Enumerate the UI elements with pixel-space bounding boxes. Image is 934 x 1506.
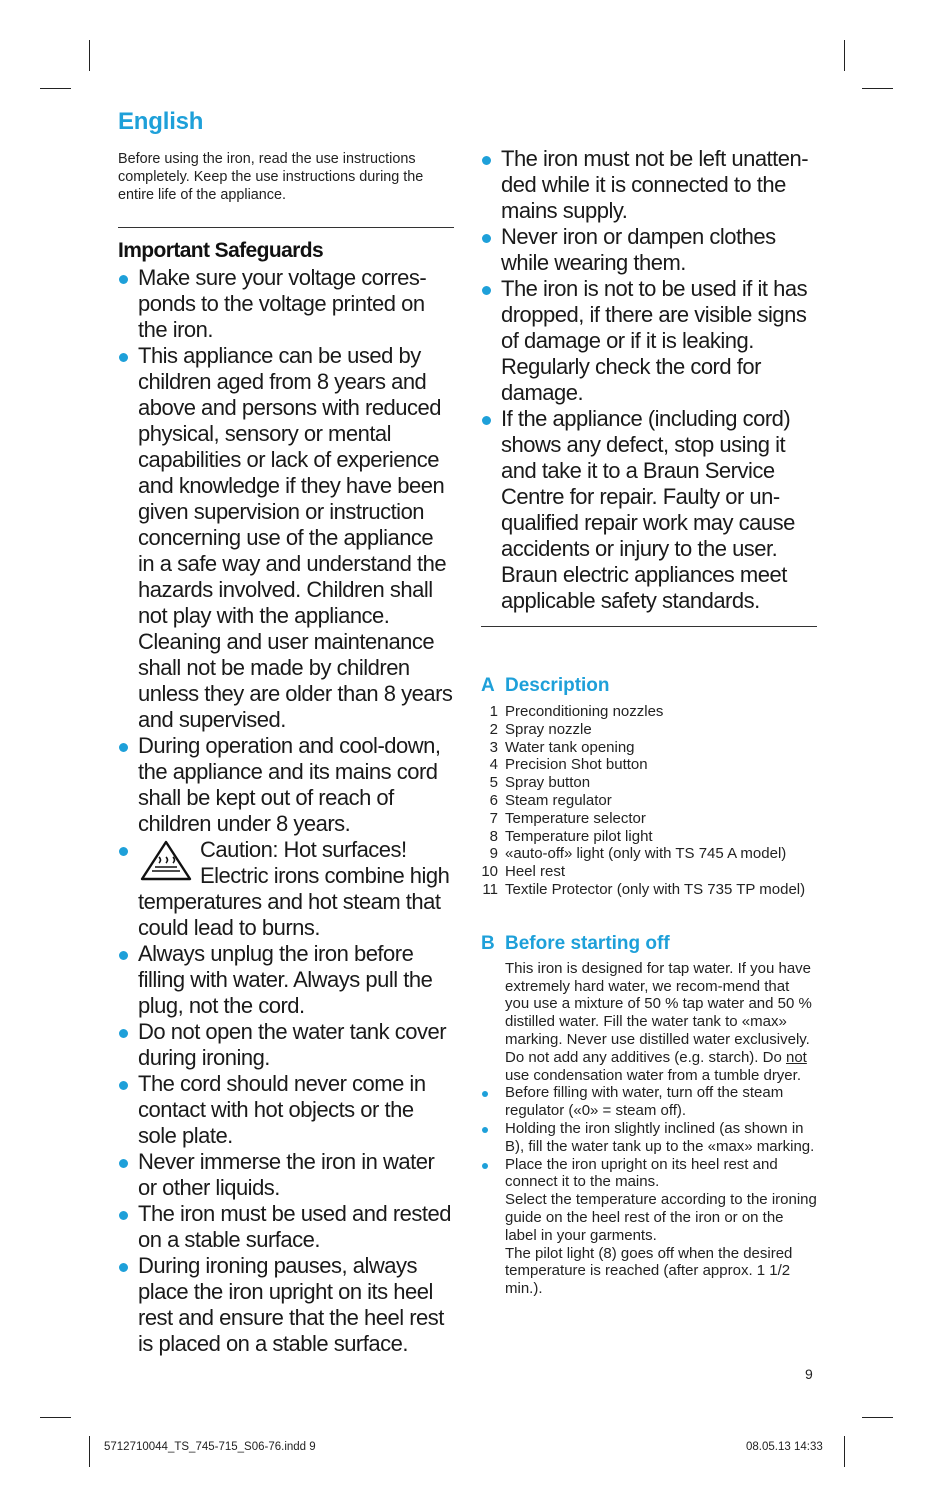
before-paragraph [481, 960, 817, 1085]
list-item [481, 774, 817, 792]
list-item-text: The iron must be used and rested on a stable surface. [138, 1201, 451, 1252]
list-item [118, 1019, 454, 1071]
list-item-text: The pilot light (8) goes off when the desired temperature is reached (after approx. 1 1/2 min.). [505, 1244, 793, 1298]
item-text: «auto-off» light (only with TS 745 A model) [505, 845, 787, 863]
list-item-text: The iron is not to be used if it has dropped, if there are visible signs of damage or if it is leaking. Regularly check the cord for damage. [501, 276, 808, 405]
bullet-icon [119, 847, 128, 856]
item-number: 7 [489, 809, 498, 827]
bullet-icon [482, 1163, 488, 1169]
list-item [118, 1253, 454, 1357]
list-item [481, 406, 817, 614]
item-text: Precision Shot button [505, 756, 648, 774]
item-text: Spray button [505, 774, 591, 792]
item-number: 6 [489, 791, 498, 809]
list-item [118, 941, 454, 1019]
list-item-text: If the appliance (including cord) shows any defect, stop using it and take it to a Braun Service Centre for repair. Faulty or un-qualified repair work may cause accidents or injury to the user. Braun electric appliances meet applicable safety standards. [501, 406, 795, 613]
item-text: Temperature pilot light [505, 827, 653, 845]
divider [481, 626, 817, 627]
list-item [481, 845, 817, 863]
list-item-text: During ironing pauses, always place the iron upright on its heel rest and ensure that the heel rest is placed on a stable surface. [138, 1253, 444, 1356]
list-item [481, 703, 817, 721]
item-number: 8 [489, 827, 498, 845]
paragraph-text: This iron is designed for tap water. If you have extremely hard water, we recom-mend that you use a mixture of 50 % tap water and 50 % distilled water. Fill the water tank to «max» marking. Never use distilled water exclusively. Do not add any additives (e.g. starch). Do [505, 959, 812, 1066]
footer-file: 5712710044_TS_745-715_S06-76.indd 9 [104, 1441, 316, 1453]
list-item [481, 810, 817, 828]
safeguards-list-continued [481, 146, 817, 614]
item-number: 3 [489, 738, 498, 756]
item-number: 11 [482, 880, 498, 898]
item-text: Water tank opening [505, 738, 635, 756]
item-number: 2 [489, 720, 498, 738]
crop-mark [40, 88, 71, 89]
list-item [481, 828, 817, 846]
item-text: Preconditioning nozzles [505, 703, 664, 720]
list-item-text: Never iron or dampen clothes while wearing them. [501, 224, 776, 275]
crop-mark [844, 1436, 845, 1467]
description-list [481, 703, 817, 899]
list-item [118, 1149, 454, 1201]
left-column [118, 108, 454, 1357]
item-text: Spray nozzle [505, 720, 592, 738]
item-number: 10 [481, 863, 498, 881]
footer-date: 08.05.13 14:33 [746, 1441, 823, 1453]
list-item [481, 881, 817, 899]
item-text: Heel rest [505, 863, 566, 881]
item-number: 4 [489, 756, 498, 774]
list-item [481, 146, 817, 224]
bullet-icon [482, 156, 491, 165]
section-letter: B [481, 932, 495, 954]
safeguards-list [118, 265, 454, 1357]
list-item [118, 265, 454, 343]
crop-mark [844, 40, 845, 71]
list-item [481, 224, 817, 276]
crop-mark [862, 1417, 893, 1418]
list-item [118, 343, 454, 733]
list-item-text: Caution: Hot surfaces! Electric irons combine high temperatures and hot steam that could lead to burns. [138, 837, 450, 940]
list-item-text: Make sure your voltage corres-ponds to the voltage printed on the iron. [138, 265, 427, 342]
section-title: Before starting off [505, 932, 670, 954]
safeguards-title: Important Safeguards [118, 239, 324, 262]
item-number: 1 [489, 703, 498, 720]
list-item [481, 1084, 817, 1120]
list-item-text: Select the temperature according to the ironing guide on the heel rest of the iron or on the label in your garments. [505, 1191, 817, 1244]
list-item [118, 837, 454, 941]
list-item-text: Do not open the water tank cover during ironing. [138, 1019, 447, 1070]
list-item [481, 721, 817, 739]
page-title: English [118, 108, 204, 135]
item-text: Textile Protector (only with TS 735 TP model) [505, 880, 806, 898]
bullet-icon [482, 234, 491, 243]
bullet-icon [482, 416, 491, 425]
hot-surface-warning-icon [138, 839, 194, 881]
list-item-text: The iron must not be left unatten-ded while it is connected to the mains supply. [501, 146, 809, 223]
crop-mark [40, 1417, 71, 1418]
bullet-icon [119, 1159, 128, 1168]
item-text: Steam regulator [505, 791, 612, 809]
list-item [481, 276, 817, 406]
list-item-text: The cord should never come in contact with hot objects or the sole plate. [138, 1071, 426, 1148]
before-starting-heading [481, 933, 817, 955]
list-item [481, 863, 817, 881]
list-item [481, 1156, 817, 1298]
section-letter: A [481, 675, 495, 696]
bullet-icon [482, 1127, 488, 1133]
bullet-icon [482, 1091, 488, 1097]
list-item [481, 1120, 817, 1156]
bullet-icon [119, 1263, 128, 1272]
bullet-icon [119, 951, 128, 960]
bullet-icon [482, 286, 491, 295]
section-title: Description [505, 675, 610, 696]
bullet-icon [119, 1081, 128, 1090]
paragraph-text: use condensation water from a tumble dryer. [505, 1066, 801, 1084]
list-item [118, 733, 454, 837]
crop-mark [862, 88, 893, 89]
right-column [481, 146, 817, 1298]
item-text: Temperature selector [505, 809, 646, 827]
bullet-icon [119, 1029, 128, 1038]
list-item-text: Holding the iron slightly inclined (as shown in B), fill the water tank up to the «max» marking. [505, 1119, 815, 1155]
bullet-icon [119, 743, 128, 752]
crop-mark [89, 1436, 90, 1467]
description-heading [481, 675, 817, 697]
list-item-text: Always unplug the iron before filling with water. Always pull the plug, not the cord. [138, 941, 433, 1018]
list-item [481, 792, 817, 810]
intro-text: Before using the iron, read the use instructions completely. Keep the use instructions during the entire life of the appliance. [118, 151, 424, 203]
list-item [481, 756, 817, 774]
divider [118, 227, 454, 228]
before-list [481, 1084, 817, 1298]
bullet-icon [119, 353, 128, 362]
bullet-icon [119, 1211, 128, 1220]
list-item-text: Never immerse the iron in water or other liquids. [138, 1149, 435, 1200]
list-item-text: This appliance can be used by children aged from 8 years and above and persons with reduced physical, sensory or mental capabilities or lack of experience and knowledge if they have been given supervision or instruction concerning use of the appliance in a safe way and understand the hazards involved. Children shall not play with the appliance. Cleaning and user maintenance shall not be made by children unless they are older than 8 years and supervised. [138, 343, 453, 732]
crop-mark [89, 40, 90, 71]
list-item-text: During operation and cool-down, the appliance and its mains cord shall be kept out of reach of children under 8 years. [138, 733, 441, 836]
underlined-word: not [785, 1048, 807, 1066]
page-number: 9 [805, 1366, 813, 1382]
list-item [118, 1071, 454, 1149]
list-item [118, 1201, 454, 1253]
list-item-text: Before filling with water, turn off the steam regulator («0» = steam off). [505, 1084, 784, 1120]
item-number: 9 [489, 845, 498, 863]
item-number: 5 [489, 774, 498, 792]
list-item-text: Place the iron upright on its heel rest and connect it to the mains. [505, 1155, 778, 1191]
bullet-icon [119, 275, 128, 284]
list-item [481, 739, 817, 757]
